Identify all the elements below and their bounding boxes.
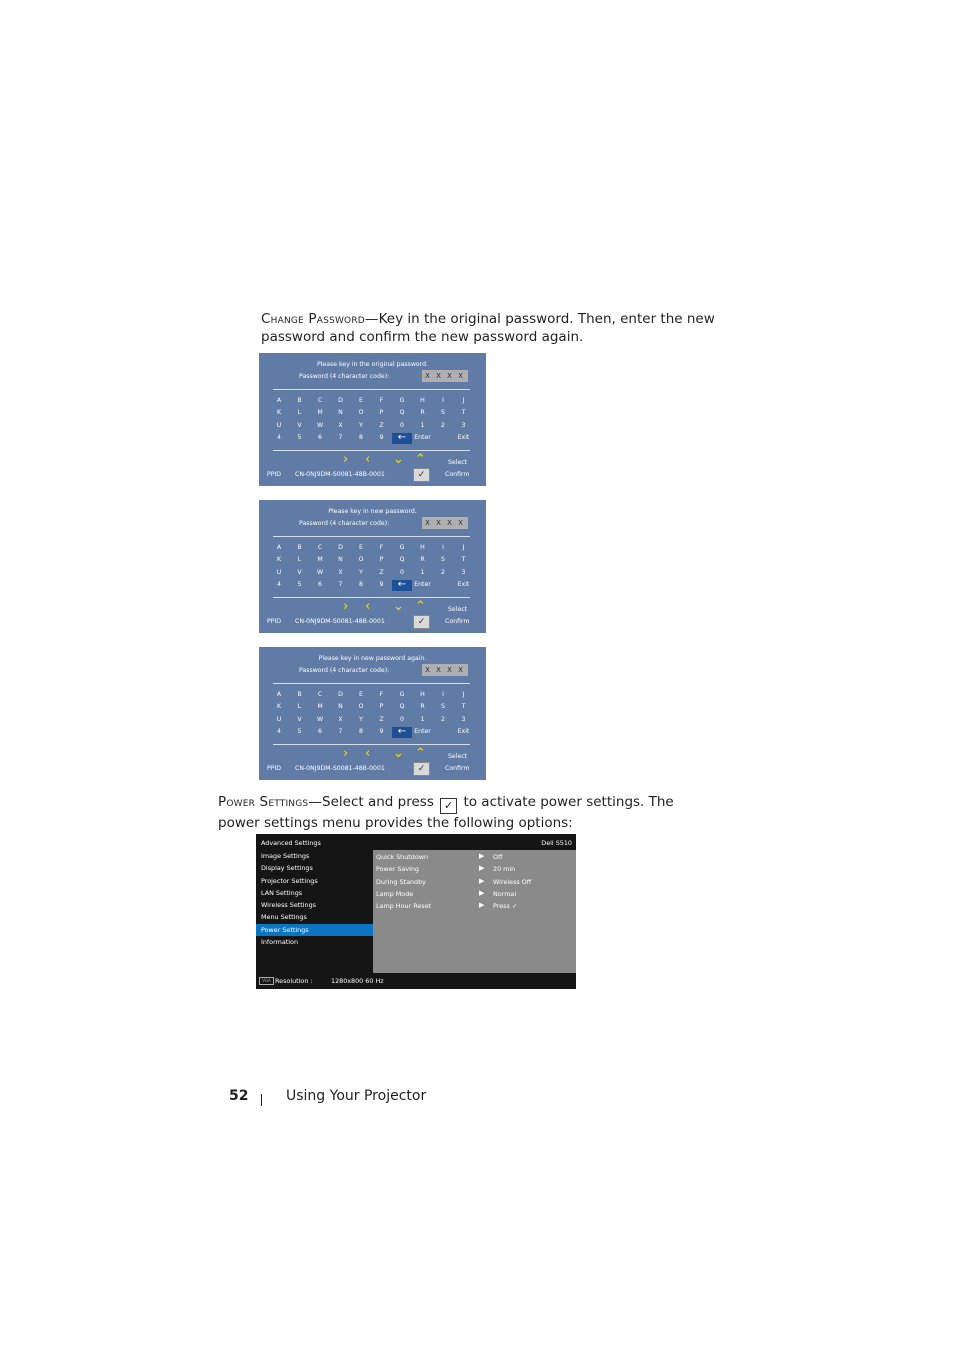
character-key[interactable]: A <box>276 397 282 404</box>
password-panel-original <box>259 353 486 486</box>
select-label: Select <box>448 606 468 613</box>
character-key[interactable]: U <box>276 568 282 576</box>
character-key[interactable]: 4 <box>277 433 281 441</box>
character-key[interactable]: X <box>338 715 343 723</box>
character-key[interactable]: O <box>358 703 364 711</box>
character-key[interactable]: B <box>297 544 302 551</box>
right-arrow-icon: › <box>343 746 349 761</box>
character-key[interactable]: H <box>420 397 425 404</box>
panel-prompt: Please key in the original password. <box>316 361 428 368</box>
power-settings-text-before: Select and press <box>322 794 434 810</box>
backspace-key[interactable]: ← <box>392 727 412 738</box>
character-key[interactable]: 1 <box>420 715 425 723</box>
power-option-value: Wireless Off <box>493 877 532 886</box>
ppid-value: CN-0NJ9DM-S0081-48B-0001 <box>295 618 385 625</box>
character-key[interactable]: Y <box>359 715 363 723</box>
character-key[interactable]: Z <box>379 715 384 723</box>
character-key[interactable]: A <box>276 544 282 551</box>
character-key[interactable]: P <box>379 409 384 417</box>
character-key[interactable]: X <box>338 568 343 576</box>
character-key[interactable]: L <box>297 703 302 711</box>
confirm-check-icon: ✓ <box>413 615 430 629</box>
character-key[interactable]: 5 <box>297 727 302 735</box>
character-key[interactable]: Y <box>359 421 363 429</box>
character-key[interactable]: I <box>442 544 444 551</box>
right-arrow-icon: › <box>343 452 349 467</box>
character-key[interactable]: 4 <box>277 727 281 735</box>
footer-section: Using Your Projector <box>286 1088 427 1104</box>
character-key[interactable]: 3 <box>461 715 466 723</box>
character-key[interactable]: X <box>338 421 343 429</box>
power-option-value: Off <box>493 853 503 861</box>
password-code-field[interactable]: X X X X <box>422 370 468 382</box>
character-key[interactable]: W <box>316 568 324 576</box>
footer-separator <box>261 1094 262 1106</box>
character-key[interactable]: Z <box>379 421 384 429</box>
character-key[interactable]: G <box>399 397 405 404</box>
character-key[interactable]: 2 <box>441 715 445 723</box>
submenu-arrow-icon: ▶ <box>479 888 485 897</box>
character-key[interactable]: F <box>379 691 384 698</box>
character-key[interactable]: 6 <box>318 580 322 588</box>
character-key[interactable]: 8 <box>359 727 363 735</box>
character-key[interactable]: N <box>338 556 343 564</box>
power-option-value: 20 min <box>493 865 516 874</box>
character-key[interactable]: L <box>297 556 302 564</box>
character-row <box>269 556 481 568</box>
confirm-label: Confirm <box>445 618 470 625</box>
password-code-field[interactable]: X X X X <box>422 517 468 529</box>
character-key[interactable]: A <box>276 691 282 698</box>
change-password-paragraph <box>261 310 721 346</box>
osd-menu-item[interactable]: Display Settings <box>261 864 313 873</box>
character-key[interactable]: I <box>442 691 444 698</box>
character-key[interactable]: 8 <box>359 580 363 588</box>
ppid-value: CN-0NJ9DM-S0081-48B-0001 <box>295 765 385 772</box>
character-key[interactable]: E <box>359 544 363 551</box>
character-key[interactable]: K <box>276 703 282 711</box>
character-key[interactable]: F <box>379 544 384 551</box>
osd-menu-item[interactable]: Wireless Settings <box>261 901 316 910</box>
osd-header: Advanced Settings <box>261 839 321 847</box>
character-key[interactable]: Q <box>399 409 405 417</box>
submenu-arrow-icon: ▶ <box>479 901 485 910</box>
character-key[interactable]: 0 <box>400 568 404 576</box>
character-key[interactable]: 9 <box>379 580 384 588</box>
character-key[interactable]: T <box>461 703 466 711</box>
character-key[interactable]: 7 <box>338 433 343 441</box>
power-option-label[interactable]: Power Saving <box>376 865 419 874</box>
power-option-value: Press ✓ <box>493 902 518 911</box>
character-key[interactable]: J <box>462 691 465 698</box>
character-grid <box>269 544 481 593</box>
character-key[interactable]: 2 <box>441 568 445 576</box>
character-key[interactable]: W <box>316 715 324 723</box>
character-row <box>269 397 481 409</box>
left-arrow-icon: ‹ <box>365 746 371 761</box>
character-key[interactable]: 3 <box>461 421 466 429</box>
up-arrow-icon: ⌃ <box>415 599 426 614</box>
submenu-arrow-icon: ▶ <box>479 864 485 873</box>
character-key[interactable]: V <box>297 421 302 429</box>
character-key[interactable]: 9 <box>379 433 384 441</box>
character-key[interactable]: G <box>399 544 405 551</box>
character-key[interactable]: Y <box>359 568 363 576</box>
character-key[interactable]: M <box>317 556 323 564</box>
character-key[interactable]: 6 <box>318 727 322 735</box>
character-key[interactable]: I <box>442 397 444 404</box>
character-key[interactable]: E <box>359 691 363 698</box>
password-label: Password (4 character code): <box>299 373 390 380</box>
power-option-label[interactable]: Quick Shutdown <box>376 853 429 861</box>
character-key[interactable]: 0 <box>400 421 404 429</box>
power-settings-text-after: to activate power settings. The power settings menu provides the following options: <box>218 794 674 831</box>
backspace-key[interactable]: ← <box>392 433 412 444</box>
resolution-label: Resolution : <box>275 977 313 985</box>
osd-power-options <box>373 850 576 973</box>
panel-divider <box>273 450 470 451</box>
character-row <box>269 431 481 446</box>
character-key[interactable]: S <box>441 703 445 711</box>
character-key[interactable]: R <box>420 703 425 711</box>
character-key[interactable]: H <box>420 691 425 698</box>
ppid-label: PPID <box>267 765 282 772</box>
enter-key[interactable]: Enter <box>414 580 431 588</box>
password-label: Password (4 character code): <box>299 520 390 527</box>
osd-menu-item[interactable]: Information <box>261 938 298 947</box>
character-key[interactable]: 9 <box>379 727 384 735</box>
character-key[interactable]: Z <box>379 568 384 576</box>
character-key[interactable]: 5 <box>297 433 302 441</box>
character-key[interactable]: V <box>297 715 302 723</box>
character-key[interactable]: 0 <box>400 715 404 723</box>
character-key[interactable]: T <box>461 556 466 564</box>
left-arrow-icon: ‹ <box>365 452 371 467</box>
up-arrow-icon: ⌃ <box>415 746 426 761</box>
page-number: 52 <box>229 1088 249 1104</box>
up-arrow-icon: ⌃ <box>415 452 426 467</box>
character-key[interactable]: 5 <box>297 580 302 588</box>
enter-key[interactable]: Enter <box>414 433 431 441</box>
power-settings-paragraph <box>218 793 688 832</box>
character-row <box>269 578 481 593</box>
character-grid <box>269 397 481 446</box>
power-option-label[interactable]: During Standby <box>376 877 426 886</box>
password-code-field[interactable]: X X X X <box>422 664 468 676</box>
character-key[interactable]: C <box>317 397 323 404</box>
character-key[interactable]: Q <box>399 703 405 711</box>
character-key[interactable]: C <box>317 544 323 551</box>
resolution-value: 1280x800 60 Hz <box>331 977 384 985</box>
enter-key[interactable]: Enter <box>414 727 431 735</box>
character-key[interactable]: S <box>441 409 445 417</box>
backspace-key[interactable]: ← <box>392 580 412 591</box>
ppid-label: PPID <box>267 618 282 625</box>
change-password-text: Key in the original password. Then, enter the new password and confirm the new password again. <box>261 311 715 345</box>
character-row <box>269 703 481 715</box>
character-row <box>269 569 481 581</box>
confirm-check-icon: ✓ <box>413 762 430 776</box>
character-key[interactable]: V <box>297 568 302 576</box>
down-arrow-icon: ⌄ <box>393 746 404 761</box>
character-key[interactable]: P <box>379 556 384 564</box>
select-label: Select <box>448 459 468 466</box>
character-key[interactable]: R <box>420 556 425 564</box>
ppid-value: CN-0NJ9DM-S0081-48B-0001 <box>295 471 385 478</box>
osd-menu-item[interactable]: Image Settings <box>261 852 310 860</box>
submenu-arrow-icon: ▶ <box>479 852 485 860</box>
character-key[interactable]: E <box>359 397 363 404</box>
character-key[interactable]: 7 <box>338 580 343 588</box>
power-settings-osd <box>256 834 576 989</box>
password-panel-confirm <box>259 647 486 780</box>
character-key[interactable]: B <box>297 397 302 404</box>
confirm-label: Confirm <box>445 471 470 478</box>
osd-model: Dell S510 <box>541 839 572 847</box>
exit-key[interactable]: Exit <box>457 580 470 588</box>
character-key[interactable]: 3 <box>461 568 466 576</box>
osd-menu <box>256 850 373 948</box>
password-label: Password (4 character code): <box>299 667 390 674</box>
confirm-check-icon: ✓ <box>440 798 457 814</box>
character-key[interactable]: T <box>461 409 466 417</box>
power-option-value: Normal <box>493 889 517 898</box>
character-row <box>269 725 481 740</box>
character-key[interactable]: U <box>276 715 282 723</box>
change-password-heading: Change Password— <box>261 311 379 327</box>
character-key[interactable]: 4 <box>277 580 281 588</box>
character-key[interactable]: 7 <box>338 727 343 735</box>
character-key[interactable]: 6 <box>318 433 322 441</box>
character-key[interactable]: 1 <box>420 568 425 576</box>
character-key[interactable]: 8 <box>359 433 363 441</box>
password-panel-new <box>259 500 486 633</box>
character-key[interactable]: G <box>399 691 405 698</box>
panel-divider <box>273 744 470 745</box>
panel-prompt: Please key in new password. <box>328 508 417 515</box>
character-key[interactable]: N <box>338 409 343 417</box>
character-key[interactable]: P <box>379 703 384 711</box>
character-key[interactable]: F <box>379 397 384 404</box>
character-row <box>269 422 481 434</box>
panel-divider <box>273 597 470 598</box>
character-grid <box>269 691 481 740</box>
osd-menu-item[interactable]: Projector Settings <box>261 876 318 885</box>
character-key[interactable]: K <box>276 409 282 417</box>
osd-menu-item[interactable]: LAN Settings <box>261 888 303 897</box>
confirm-label: Confirm <box>445 765 470 772</box>
osd-footer <box>256 973 576 989</box>
character-key[interactable]: R <box>420 409 425 417</box>
character-key[interactable]: J <box>462 397 465 404</box>
character-key[interactable]: D <box>338 397 343 404</box>
character-key[interactable]: C <box>317 691 323 698</box>
panel-prompt: Please key in new password again. <box>318 655 427 662</box>
character-key[interactable]: D <box>338 544 343 551</box>
submenu-arrow-icon: ▶ <box>479 876 485 885</box>
left-arrow-icon: ‹ <box>365 599 371 614</box>
osd-menu-item[interactable]: Power Settings <box>256 924 373 936</box>
exit-key[interactable]: Exit <box>457 433 470 441</box>
character-row <box>269 691 481 703</box>
character-key[interactable]: N <box>338 703 343 711</box>
character-key[interactable]: D <box>338 691 343 698</box>
right-arrow-icon: › <box>343 599 349 614</box>
character-key[interactable]: W <box>316 421 324 429</box>
character-key[interactable]: 2 <box>441 421 445 429</box>
panel-divider <box>273 683 470 684</box>
character-key[interactable]: L <box>297 409 302 417</box>
power-option-label[interactable]: Lamp Hour Reset <box>376 902 432 911</box>
character-key[interactable]: Q <box>399 556 405 564</box>
osd-menu-item[interactable]: Menu Settings <box>261 913 307 922</box>
character-key[interactable]: 1 <box>420 421 425 429</box>
panel-divider <box>273 389 470 390</box>
character-row <box>269 409 481 421</box>
panel-divider <box>273 536 470 537</box>
exit-key[interactable]: Exit <box>457 727 470 735</box>
power-settings-heading: Power Settings— <box>218 794 323 810</box>
character-key[interactable]: M <box>317 409 323 417</box>
down-arrow-icon: ⌄ <box>393 599 404 614</box>
character-key[interactable]: K <box>276 556 282 564</box>
character-row <box>269 716 481 728</box>
character-key[interactable]: S <box>441 556 445 564</box>
character-key[interactable]: U <box>276 421 282 429</box>
resolution-icon: VGA <box>259 977 274 985</box>
confirm-check-icon: ✓ <box>413 468 430 482</box>
power-option-label[interactable]: Lamp Mode <box>376 889 414 898</box>
down-arrow-icon: ⌄ <box>393 452 404 467</box>
character-key[interactable]: J <box>462 544 465 551</box>
ppid-label: PPID <box>267 471 282 478</box>
character-row <box>269 544 481 556</box>
character-key[interactable]: M <box>317 703 323 711</box>
character-key[interactable]: B <box>297 691 302 698</box>
character-key[interactable]: O <box>358 556 364 564</box>
character-key[interactable]: H <box>420 544 425 551</box>
character-key[interactable]: O <box>358 409 364 417</box>
select-label: Select <box>448 753 468 760</box>
